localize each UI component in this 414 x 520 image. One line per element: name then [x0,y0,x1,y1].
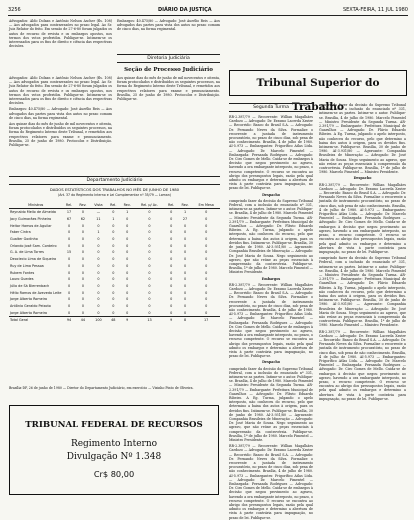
count-cell: 0 [112,230,115,235]
count-cell: 0 [170,297,173,302]
minister-name-cell: Ruy de Lima Pessoa [10,263,44,268]
tfr-price: Cr$ 80,00 [93,469,135,479]
count-cell: 1 [97,230,100,235]
column-3-text-3: RR-2.387/79 — Recorrente: Willian Magalhães Cardozo — Advogado: Dr. Erasmo Lacerda Xavier — Recorrido: Banco do Brasil S.A. — Advogado: Dr. Fernando Neves da Silva. Formalize o recorrente a juntada de instrumento procuratório, no prazo de cinco dias, sob pena de não conhecimento. Brasília, 4 de julho de 1980. AI-5.973 — Embargantes: Frigorífico Atlas Ltda. — Advogado: Dr. Marcelo Pimentel — Embargada: Fernanda Rodrigues — Advogado: Dr. Ciro Gomes de Mello. Cuida-se de embargos à decisão que negou provimento ao agravo, havendo a ora embargante interposto, no prazo, o recurso competente. O recurso se encontra ao abrigo dos pressupostos legais, razão pela qual admito os embargos e determino a abertura de vista à parte contrária para impugnação, no prazo de lei. Publique-se. [229,282,313,359]
count-cell: 0 [81,230,84,235]
count-cell: 0 [81,237,84,242]
issue-date: SEXTA-FEIRA, 11 JUL 1980 [342,7,408,13]
count-cell: 0 [112,210,115,215]
count-cell: 0 [148,250,151,255]
count-cell: 0 [67,230,71,235]
count-cell: 0 [126,250,129,255]
count-cell: 0 [126,243,129,248]
count-cell: 0 [205,250,208,255]
table-row [9,236,220,243]
count-cell: 0 [81,303,84,308]
column-4-text: cumprindo fazer da decisão do Supremo Tribunal Federal, com a inclusão do enunciado nº 331, intimem-se as partes. Intime-se o autor. Publique-se. Brasília, 4 de julho de 1980. Marcelo Pimentel — Ministro Presidente da Segunda Turma. AR-2.391/79 — Embargante: Prefeitura Municipal de Guarulhos — Advogado: Dr. Flávio Eduardo Ribeiro. A Eg. Turma, julgando o apelo interposto, não conheceu do recurso, pelo que determino a baixa dos autos à origem, para os devidos fins. Intimem-se. Publique-se. Brasília, 30 de junho de 1980. AI-3.931/80 — Agravante: Companhia Brasileira de Mineração — Advogado: Dr. José Maria de Souza. Nego seguimento ao agravo, que não reúne as peças essenciais à compreensão da controvérsia. Publique-se. Brasília, 1º de julho de 1980. Marcelo Pimentel — Ministro Presidente. [319,103,406,175]
minister-name-cell: Jacy Guimarães Pinheiro [10,217,52,222]
total-cell: 13 [134,317,164,324]
count-cell: 0 [126,290,129,295]
count-cell: 0 [126,237,129,242]
count-cell: 1 [126,210,129,215]
count-cell: 0 [148,263,151,268]
count-cell: 0 [67,303,71,308]
count-cell: 62 [80,217,86,222]
count-cell: 15 [66,250,72,255]
count-cell: 0 [205,223,208,228]
count-cell: 0 [126,297,129,302]
total-cell: 94 [62,317,75,324]
tst-title: Tribunal Superior do Trabalho [256,77,380,113]
minister-name-cell: Júlio de Sá Bierrenbach [10,283,50,288]
count-cell: 0 [67,270,71,275]
table-footnote-text: Brasília-DF, 26 de junho de 1980 — Diretor do Departamento Judiciário, em exercício — Vizinho Pinto de Oliveira. [9,386,194,390]
table-row [9,269,220,276]
minister-name-cell: Hélio Ramos de Azevedo Leite [10,290,62,295]
count-cell: 0 [97,310,100,315]
col-header: Rel. [62,202,75,209]
count-cell: 0 [183,270,187,275]
count-cell: 0 [205,283,208,288]
count-cell: 27 [182,217,188,222]
count-cell: 0 [205,217,208,222]
count-cell: 0 [170,283,173,288]
count-cell: 0 [170,263,173,268]
count-cell: 0 [148,230,151,235]
table-row [9,296,220,303]
col-header: Rev. [178,202,193,209]
count-cell: 0 [97,263,100,268]
embargos-heading: Embargos [261,276,281,281]
count-cell: 0 [126,277,129,282]
count-cell: 0 [183,263,187,268]
count-cell: 0 [112,290,115,295]
column-4-text-2: RR-2.387/79 — Recorrente: Willian Magalhães Cardozo — Advogado: Dr. Erasmo Lacerda Xavier — Recorrido: Banco do Brasil S.A. — Advogado: Dr. Fernando Neves da Silva. Formalize o recorrente a juntada de instrumento procuratório, no prazo de cinco dias, sob pena de não conhecimento. Brasília, 4 de julho de 1980. AI-5.973 — Embargantes: Frigorífico Atlas Ltda. — Advogado: Dr. Marcelo Pimentel — Embargada: Fernanda Rodrigues — Advogado: Dr. Ciro Gomes de Mello. Cuida-se de embargos à decisão que negou provimento ao agravo, havendo a ora embargante interposto, no prazo, o recurso competente. O recurso se encontra ao abrigo dos pressupostos legais, razão pela qual admito os embargos e determino a abertura de vista à parte contrária para impugnação, no prazo de lei. Publique-se. [319,182,406,254]
count-cell: 0 [81,283,84,288]
count-cell: 1 [183,210,187,215]
minister-name-cell: Orlando José Sam. Cordeiro [10,243,57,248]
count-cell: 0 [97,290,100,295]
count-cell: 0 [183,277,187,282]
count-cell: 0 [112,263,115,268]
count-cell: 0 [81,290,84,295]
count-cell: 0 [126,263,129,268]
table-row [9,209,220,216]
statistics-table [9,202,220,324]
minister-name-cell: Lauro Guedes [10,277,34,282]
column-2-body-text: Aos quinze dias do mês de junho de mil novecentos e oitenta, foram protocolados e distribuídos os seguintes processos, na forma do Regimento Interno deste Tribunal, e remetidos aos respectivos relatores para exame e pronunciamento. Brasília, 25 de junho de 1980. Protocolos e Distribuição. Publique-se. [117,76,220,102]
table-body [9,209,220,317]
count-cell: 0 [126,310,129,315]
minister-name-cell: Jorge Alberto Romeiro [10,297,48,302]
count-cell: 0 [112,237,115,242]
minister-name-cell: Gualter Godinho [10,237,38,242]
diretoria-judiciaria-bar: Diretoria Judiciária [117,54,220,63]
table-row [9,242,220,249]
count-cell: 0 [81,243,84,248]
count-cell: 0 [170,243,173,248]
count-cell: 0 [183,223,187,228]
table-row [9,309,220,316]
minister-name-cell: Deoclecio Lima de Siqueira [10,257,57,262]
count-cell: 0 [81,270,84,275]
tfr-title: TRIBUNAL FEDERAL DE RECURSOS [25,420,203,430]
count-cell: 0 [148,223,151,228]
journal-title: DIÁRIO DA JUSTIÇA [158,7,212,13]
table-row [9,256,220,263]
total-label-cell: Total Geral [9,317,62,324]
count-cell: 0 [112,310,115,315]
col-header: Rel. [165,202,178,209]
despacho-heading-3: Despacho [353,176,372,181]
count-cell: 0 [97,277,100,282]
table-footnote [9,386,220,398]
total-cell: 100 [90,317,107,324]
table-caption: DADOS ESTATÍSTICOS DOS TRABALHOS NO MÊS DE JUNHO DE 1980 [49,187,180,192]
column-4 [319,103,406,495]
tfr-regimento: Regimento Interno [70,439,158,449]
count-cell: 0 [170,230,173,235]
count-cell: 11 [96,217,101,222]
minister-name-cell: Faber Cintra [10,230,31,235]
count-cell: 0 [148,210,151,215]
column-1-body [9,76,112,172]
count-cell: 0 [148,257,151,262]
total-cell: 9 [120,317,135,324]
count-cell: 0 [170,310,173,315]
table-total-row [9,317,220,324]
column-3-text-4: cumprindo fazer da decisão do Supremo Tribunal Federal, com a inclusão do enunciado nº 331, intimem-se as partes. Intime-se o autor. Publique-se. Brasília, 4 de julho de 1980. Marcelo Pimentel — Ministro Presidente da Segunda Turma. AR-2.391/79 — Embargante: Prefeitura Municipal de Guarulhos — Advogado: Dr. Flávio Eduardo Ribeiro. A Eg. Turma, julgando o apelo interposto, não conheceu do recurso, pelo que determino a baixa dos autos à origem, para os devidos fins. Intimem-se. Publique-se. Brasília, 30 de junho de 1980. AI-3.931/80 — Agravante: Companhia Brasileira de Mineração — Advogado: Dr. José Maria de Souza. Nego seguimento ao agravo, que não reúne as peças essenciais à compreensão da controvérsia. Publique-se. Brasília, 1º de julho de 1980. Marcelo Pimentel — Ministro Presidente. [229,366,313,443]
count-cell: 0 [170,217,173,222]
count-cell: 0 [67,297,71,302]
column-1-top-text: Advogados: Aldo Dolzan e Antônio Nelson Ascher (fls. 108) — Aos advogados para contrarrazões no prazo legal. Ao Sr. Juiz Relator do feito. Em sessão de 27-6-80 foram julgados os autos de recurso de revista e os embargos opostos, nos termos dos votos proferidos. Publique-se. Intimem-se os interessados para os fins de direito e ciência das respectivas decisões. [9,19,112,49]
count-cell: 0 [112,297,115,302]
count-cell: 0 [97,283,100,288]
minister-name-cell: Jorge Alberto Romeiro [10,310,48,315]
count-cell: 0 [97,257,100,262]
table-row [9,216,220,223]
count-cell: 0 [205,263,208,268]
count-cell: 0 [148,297,151,302]
count-cell: 0 [170,257,173,262]
count-cell: 0 [67,263,71,268]
column-3 [229,115,313,520]
count-cell: 0 [126,257,129,262]
count-cell: 0 [205,270,208,275]
departamento-judiciario-bar: Departamento Judiciário [9,176,220,185]
count-cell: 1 [112,217,115,222]
column-1-body-text-3: Aos quinze dias do mês de junho de mil novecentos e oitenta, foram protocolados e distribuídos os seguintes processos, na forma do Regimento Interno deste Tribunal, e remetidos aos respectivos relatores para exame e pronunciamento. Brasília, 25 de junho de 1980. Protocolos e Distribuição. Publique-se. [9,122,112,148]
count-cell: 0 [170,290,173,295]
count-cell: 0 [97,303,100,308]
count-cell: 0 [148,270,151,275]
count-cell: 0 [67,257,71,262]
count-cell: 0 [81,250,84,255]
column-1-body-text-2: Embargos: 40.475/80 — Advogado: José Aurélio Reis — Aos advogados das partes para vista dos autos no prazo comum de cinco dias, na forma regimental. [9,107,112,120]
count-cell: 0 [148,310,151,315]
count-cell: 0 [112,250,115,255]
count-cell: 0 [97,270,100,275]
table-row [9,276,220,283]
count-cell: 0 [148,303,151,308]
column-3-text-2: cumprindo fazer da decisão do Supremo Tribunal Federal, com a inclusão do enunciado nº 331, intimem-se as partes. Intime-se o autor. Publique-se. Brasília, 4 de julho de 1980. Marcelo Pimentel — Ministro Presidente da Segunda Turma. AR-2.391/79 — Embargante: Prefeitura Municipal de Guarulhos — Advogado: Dr. Flávio Eduardo Ribeiro. A Eg. Turma, julgando o apelo interposto, não conheceu do recurso, pelo que determino a baixa dos autos à origem, para os devidos fins. Intimem-se. Publique-se. Brasília, 30 de junho de 1980. AI-3.931/80 — Agravante: Companhia Brasileira de Mineração — Advogado: Dr. José Maria de Souza. Nego seguimento ao agravo, que não reúne as peças essenciais à compreensão da controvérsia. Publique-se. Brasília, 1º de julho de 1980. Marcelo Pimentel — Ministro Presidente. [229,198,313,275]
count-cell: 0 [205,303,208,308]
count-cell: 0 [67,223,71,228]
count-cell: 0 [126,283,129,288]
count-cell: 0 [81,277,84,282]
count-cell: 0 [112,303,115,308]
count-cell: 0 [67,237,71,242]
table-subcaption: (Art. 37 do Regimento Interno e Lei Complementar nº 35/79 — Loman) [58,193,171,197]
table-row [9,222,220,229]
table-row [9,263,220,270]
count-cell: 0 [183,237,187,242]
count-cell: 0 [183,250,187,255]
table-row [9,303,220,310]
table-row [9,229,220,236]
count-cell: 0 [148,217,151,222]
total-cell: 9 [165,317,178,324]
tfr-divulgacao: Divulgação Nº 1.348 [66,452,162,462]
minister-name-cell: Rubem Fontes [10,270,35,275]
count-cell: 0 [112,257,115,262]
count-cell: 0 [170,250,173,255]
count-cell: 0 [67,310,71,315]
count-cell: 0 [183,243,187,248]
count-cell: 0 [170,237,173,242]
count-cell: 0 [170,277,173,282]
count-cell: 0 [183,283,187,288]
count-cell: 0 [183,257,187,262]
count-cell: 0 [205,210,208,215]
count-cell: 0 [112,277,115,282]
page-number: 3256 [8,7,21,13]
column-2-top [117,19,220,47]
count-cell: 17 [66,210,72,215]
count-cell: 0 [148,283,151,288]
count-cell: 0 [67,243,71,248]
column-2-top-text: Embargos: 40.475/80 — Advogado: José Aurélio Reis — Aos advogados das partes para vista dos autos no prazo comum de cinco dias, na forma regimental. [117,19,220,32]
col-header: Em Mesa [192,202,220,209]
col-header: Ministros [9,202,62,209]
count-cell: 0 [97,250,100,255]
count-cell: 0 [205,230,208,235]
table-row [9,249,220,256]
count-cell: 0 [126,303,129,308]
count-cell: 0 [112,223,115,228]
minister-name-cell: Heitor Hamos de Aguilar [10,223,52,228]
tfr-advert-box [9,405,219,495]
total-cell: 17 [192,317,220,324]
total-cell: 8 [178,317,193,324]
despacho-heading-2: Despacho [262,360,280,365]
col-header: Rev. [76,202,91,209]
count-cell: 0 [81,297,84,302]
column-3-text: RR-2.387/79 — Recorrente: Willian Magalhães Cardozo — Advogado: Dr. Erasmo Lacerda Xavier — Recorrido: Banco do Brasil S.A. — Advogado: Dr. Fernando Neves da Silva. Formalize o recorrente a juntada de instrumento procuratório, no prazo de cinco dias, sob pena de não conhecimento. Brasília, 4 de julho de 1980. AI-5.973 — Embargantes: Frigorífico Atlas Ltda. — Advogado: Dr. Marcelo Pimentel — Embargada: Fernanda Rodrigues — Advogado: Dr. Ciro Gomes de Mello. Cuida-se de embargos à decisão que negou provimento ao agravo, havendo a ora embargante interposto, no prazo, o recurso competente. O recurso se encontra ao abrigo dos pressupostos legais, razão pela qual admito os embargos e determino a abertura de vista à parte contrária para impugnação, no prazo de lei. Publique-se. [229,115,313,191]
count-cell: 0 [126,230,129,235]
count-cell: 0 [183,230,187,235]
count-cell: 67 [66,217,72,222]
count-cell: 0 [112,243,115,248]
count-cell: 0 [148,277,151,282]
column-2-body [117,76,220,102]
count-cell: 0 [112,283,115,288]
count-cell: 0 [205,277,208,282]
minister-name-cell: Antônio Geraldo Peixoto [10,303,51,308]
count-cell: 0 [148,237,151,242]
col-header: Rel. p/ Ac. [134,202,164,209]
column-4-text-4: RR-2.387/79 — Recorrente: Willian Magalhães Cardozo — Advogado: Dr. Erasmo Lacerda Xavier — Recorrido: Banco do Brasil S.A. — Advogado: Dr. Fernando Neves da Silva. Formalize o recorrente a juntada de instrumento procuratório, no prazo de cinco dias, sob pena de não conhecimento. Brasília, 4 de julho de 1980. AI-5.973 — Embargantes: Frigorífico Atlas Ltda. — Advogado: Dr. Marcelo Pimentel — Embargada: Fernanda Rodrigues — Advogado: Dr. Ciro Gomes de Mello. Cuida-se de embargos à decisão que negou provimento ao agravo, havendo a ora embargante interposto, no prazo, o recurso competente. O recurso se encontra ao abrigo dos pressupostos legais, razão pela qual admito os embargos e determino a abertura de vista à parte contrária para impugnação, no prazo de lei. Publique-se. [319,329,406,401]
count-cell: 0 [126,270,129,275]
count-cell: 0 [170,223,173,228]
col-header: Rev. [120,202,135,209]
count-cell: 0 [97,243,100,248]
table-row [9,283,220,290]
minister-name-cell: Reynaldo Mello de Almeida [10,210,56,215]
count-cell: 0 [205,237,208,242]
count-cell: 0 [126,217,129,222]
count-cell: 0 [97,237,100,242]
col-header: Rel. [107,202,120,209]
count-cell: 0 [81,210,84,215]
secao-processo-heading: Seção de Processo Judiciário [124,67,213,73]
count-cell: 0 [170,210,173,215]
minister-name-cell: G. A. de Lima Torres [10,250,44,255]
count-cell: 0 [205,243,208,248]
column-4-text-3: cumprindo fazer da decisão do Supremo Tribunal Federal, com a inclusão do enunciado nº 331, intimem-se as partes. Intime-se o autor. Publique-se. Brasília, 4 de julho de 1980. Marcelo Pimentel — Ministro Presidente da Segunda Turma. AR-2.391/79 — Embargante: Prefeitura Municipal de Guarulhos — Advogado: Dr. Flávio Eduardo Ribeiro. A Eg. Turma, julgando o apelo interposto, não conheceu do recurso, pelo que determino a baixa dos autos à origem, para os devidos fins. Intimem-se. Publique-se. Brasília, 30 de junho de 1980. AI-3.931/80 — Agravante: Companhia Brasileira de Mineração — Advogado: Dr. José Maria de Souza. Nego seguimento ao agravo, que não reúne as peças essenciais à compreensão da controvérsia. Publique-se. Brasília, 1º de julho de 1980. Marcelo Pimentel — Ministro Presidente. [319,256,406,328]
table-row [9,289,220,296]
page-header [8,6,408,16]
count-cell: 0 [205,310,208,315]
count-cell: — [96,210,101,215]
column-1-top [9,19,112,70]
count-cell: 0 [205,290,208,295]
count-cell: 0 [97,297,100,302]
count-cell: 0 [67,277,71,282]
count-cell: 0 [81,257,84,262]
count-cell: 0 [81,310,84,315]
count-cell: 0 [170,303,173,308]
segunda-turma-bar: Segunda Turma [229,103,313,112]
count-cell: 0 [183,310,187,315]
count-cell: 0 [81,263,84,268]
column-3-text-5: RR-2.387/79 — Recorrente: Willian Magalhães Cardozo — Advogado: Dr. Erasmo Lacerda Xavier — Recorrido: Banco do Brasil S.A. — Advogado: Dr. Fernando Neves da Silva. Formalize o recorrente a juntada de instrumento procuratório, no prazo de cinco dias, sob pena de não conhecimento. Brasília, 4 de julho de 1980. AI-5.973 — Embargantes: Frigorífico Atlas Ltda. — Advogado: Dr. Marcelo Pimentel — Embargada: Fernanda Rodrigues — Advogado: Dr. Ciro Gomes de Mello. Cuida-se de embargos à decisão que negou provimento ao agravo, havendo a ora embargante interposto, no prazo, o recurso competente. O recurso se encontra ao abrigo dos pressupostos legais, razão pela qual admito os embargos e determino a abertura de vista à parte contrária para impugnação, no prazo de lei. Publique-se. [229,444,313,520]
column-1-body-text: Advogados: Aldo Dolzan e Antônio Nelson Ascher (fls. 108) — Aos advogados para contrarrazões no prazo legal. Ao Sr. Juiz Relator do feito. Em sessão de 27-6-80 foram julgados os autos de recurso de revista e os embargos opostos, nos termos dos votos proferidos. Publique-se. Intimem-se os interessados para os fins de direito e ciência das respectivas decisões. [9,76,112,106]
count-cell: 0 [205,257,208,262]
count-cell: 0 [148,243,151,248]
count-cell: 0 [205,297,208,302]
count-cell: 0 [183,303,187,308]
count-cell: 0 [170,270,173,275]
count-cell: 0 [183,290,187,295]
count-cell: 0 [67,290,71,295]
count-cell: 0 [81,223,84,228]
despacho-heading: Despacho [262,192,280,197]
col-header: Vista [90,202,107,209]
count-cell: 0 [112,270,115,275]
count-cell: 0 [97,223,100,228]
count-cell: 0 [126,223,129,228]
count-cell: 0 [183,297,187,302]
count-cell: 0 [67,283,71,288]
count-cell: 0 [148,290,151,295]
total-cell: 48 [107,317,120,324]
total-cell: 44 [76,317,91,324]
